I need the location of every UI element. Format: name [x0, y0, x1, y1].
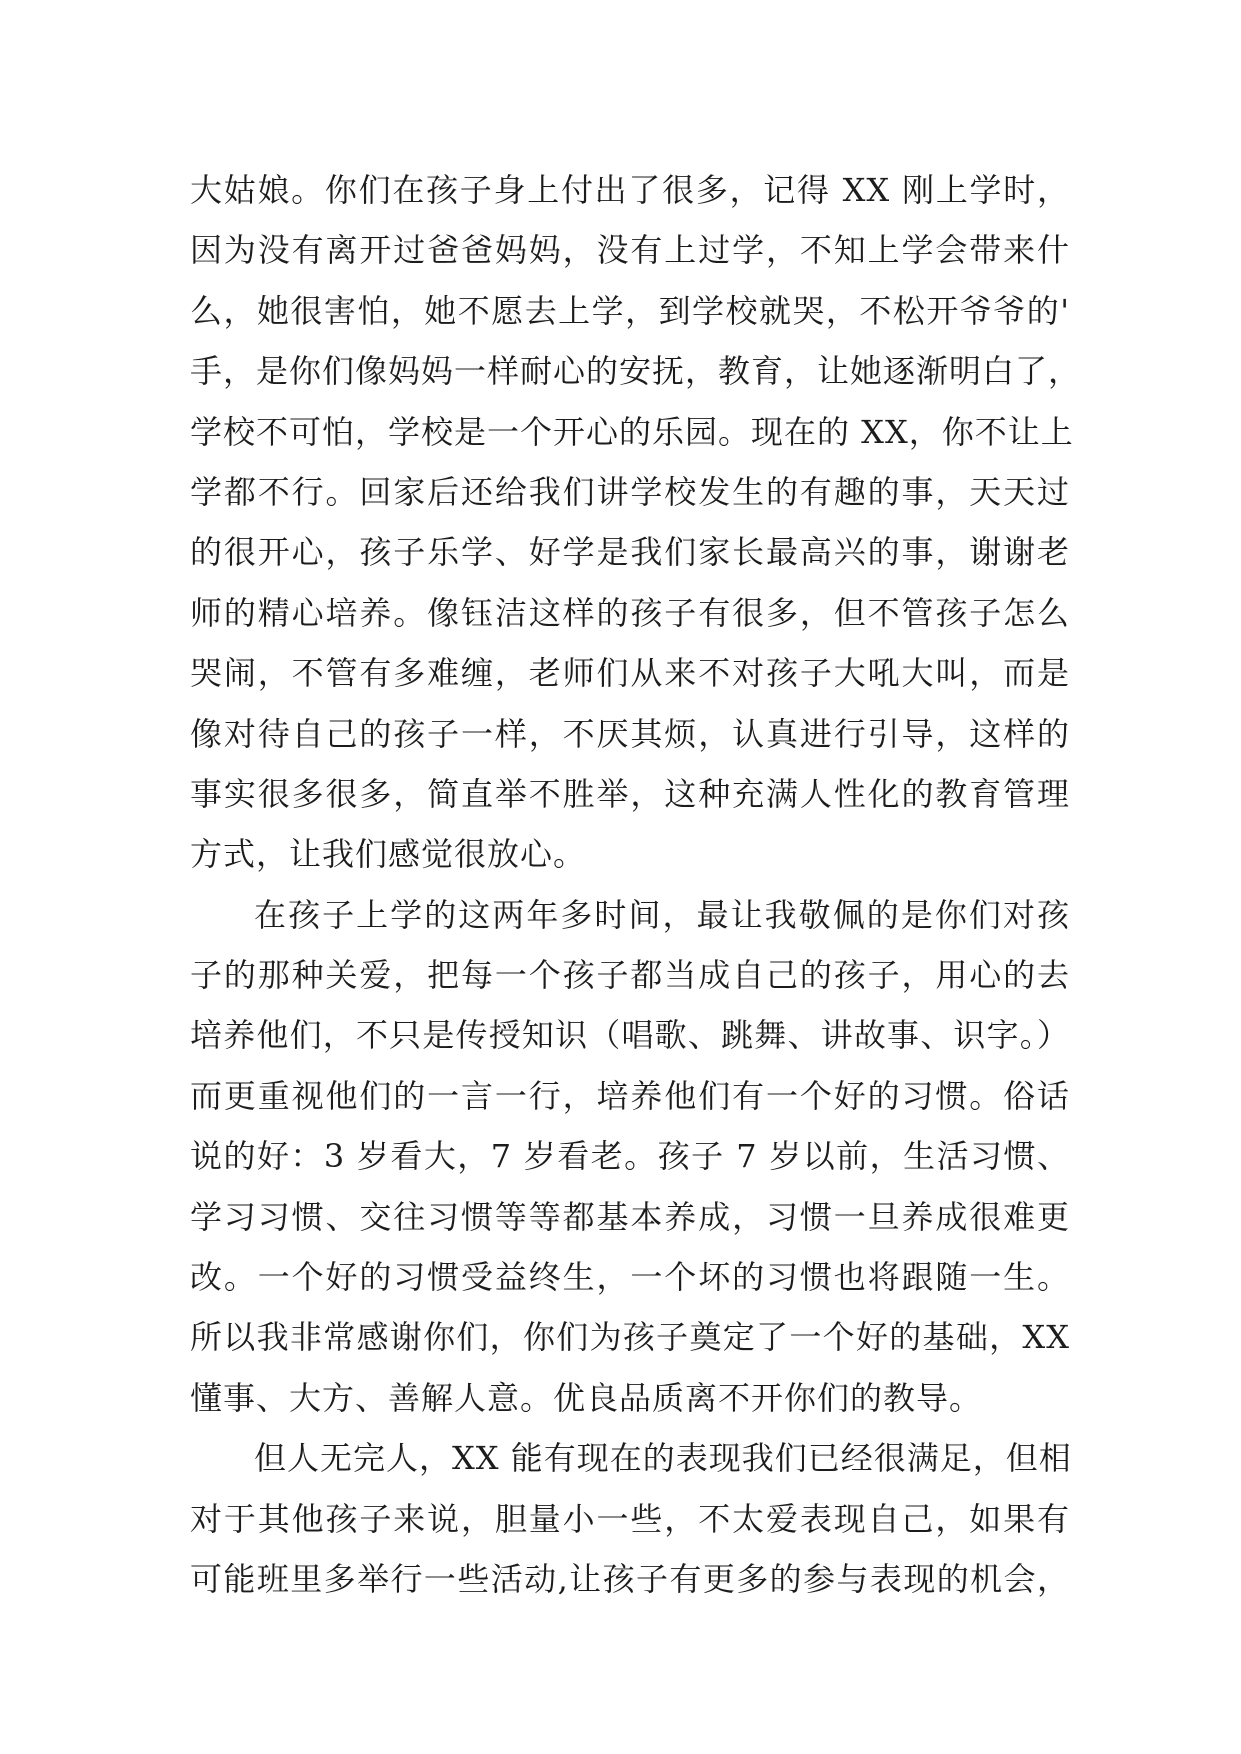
- text-line: 师的精心培养。像钰洁这样的孩子有很多，但不管孩子怎么: [190, 593, 1070, 632]
- text-line: 懂事、大方、善解人意。优良品质离不开你们的教导。: [190, 1378, 983, 1417]
- text-line: 的很开心，孩子乐学、好学是我们家长最高兴的事，谢谢老: [190, 533, 1070, 572]
- text-line: 可能班里多举行一些活动,让孩子有更多的参与表现的机会，: [190, 1559, 1070, 1598]
- text-line: 培养他们，不只是传授知识（唱歌、跳舞、讲故事、识字。）: [190, 1016, 1070, 1055]
- text-line: 但人无完人，XX 能有现在的表现我们已经很满足，但相: [254, 1439, 1072, 1478]
- text-line: 么，她很害怕，她不愿去上学，到学校就哭，不松开爷爷的': [190, 291, 1070, 330]
- text-line: 子的那种关爱，把每一个孩子都当成自己的孩子，用心的去: [190, 956, 1070, 995]
- text-line: 在孩子上学的这两年多时间，最让我敬佩的是你们对孩: [254, 895, 1070, 934]
- text-line: 学校不可怕，学校是一个开心的乐园。现在的 XX，你不让上: [190, 412, 1074, 451]
- text-line: 因为没有离开过爸爸妈妈，没有上过学，不知上学会带来什: [190, 231, 1070, 270]
- text-line: 大姑娘。你们在孩子身上付出了很多，记得 XX 刚上学时，: [190, 171, 1070, 209]
- text-line: 而更重视他们的一言一行，培养他们有一个好的习惯。俗话: [190, 1076, 1070, 1115]
- text-line: 学习习惯、交往习惯等等都基本养成，习惯一旦养成很难更: [190, 1197, 1070, 1236]
- text-line: 方式，让我们感觉很放心。: [190, 835, 587, 874]
- text-line: 像对待自己的孩子一样，不厌其烦，认真进行引导，这样的: [190, 714, 1070, 753]
- text-line: 事实很多很多，简直举不胜举，这种充满人性化的教育管理: [190, 774, 1070, 813]
- document-body: [190, 160, 1082, 1609]
- text-line: 对于其他孩子来说，胆量小一些，不太爱表现自己，如果有: [190, 1499, 1070, 1538]
- text-line: 改。一个好的习惯受益终生，一个坏的习惯也将跟随一生。: [190, 1258, 1070, 1297]
- text-line: 所以我非常感谢你们，你们为孩子奠定了一个好的基础，XX: [190, 1318, 1070, 1357]
- text-line: 哭闹，不管有多难缠，老师们从来不对孩子大吼大叫，而是: [190, 654, 1070, 693]
- text-line: 说的好：3 岁看大，7 岁看老。孩子 7 岁以前，生活习惯、: [190, 1137, 1070, 1176]
- text-line: 学都不行。回家后还给我们讲学校发生的有趣的事，天天过: [190, 472, 1070, 511]
- text-line: 手，是你们像妈妈一样耐心的安抚，教育，让她逐渐明白了，: [190, 352, 1082, 391]
